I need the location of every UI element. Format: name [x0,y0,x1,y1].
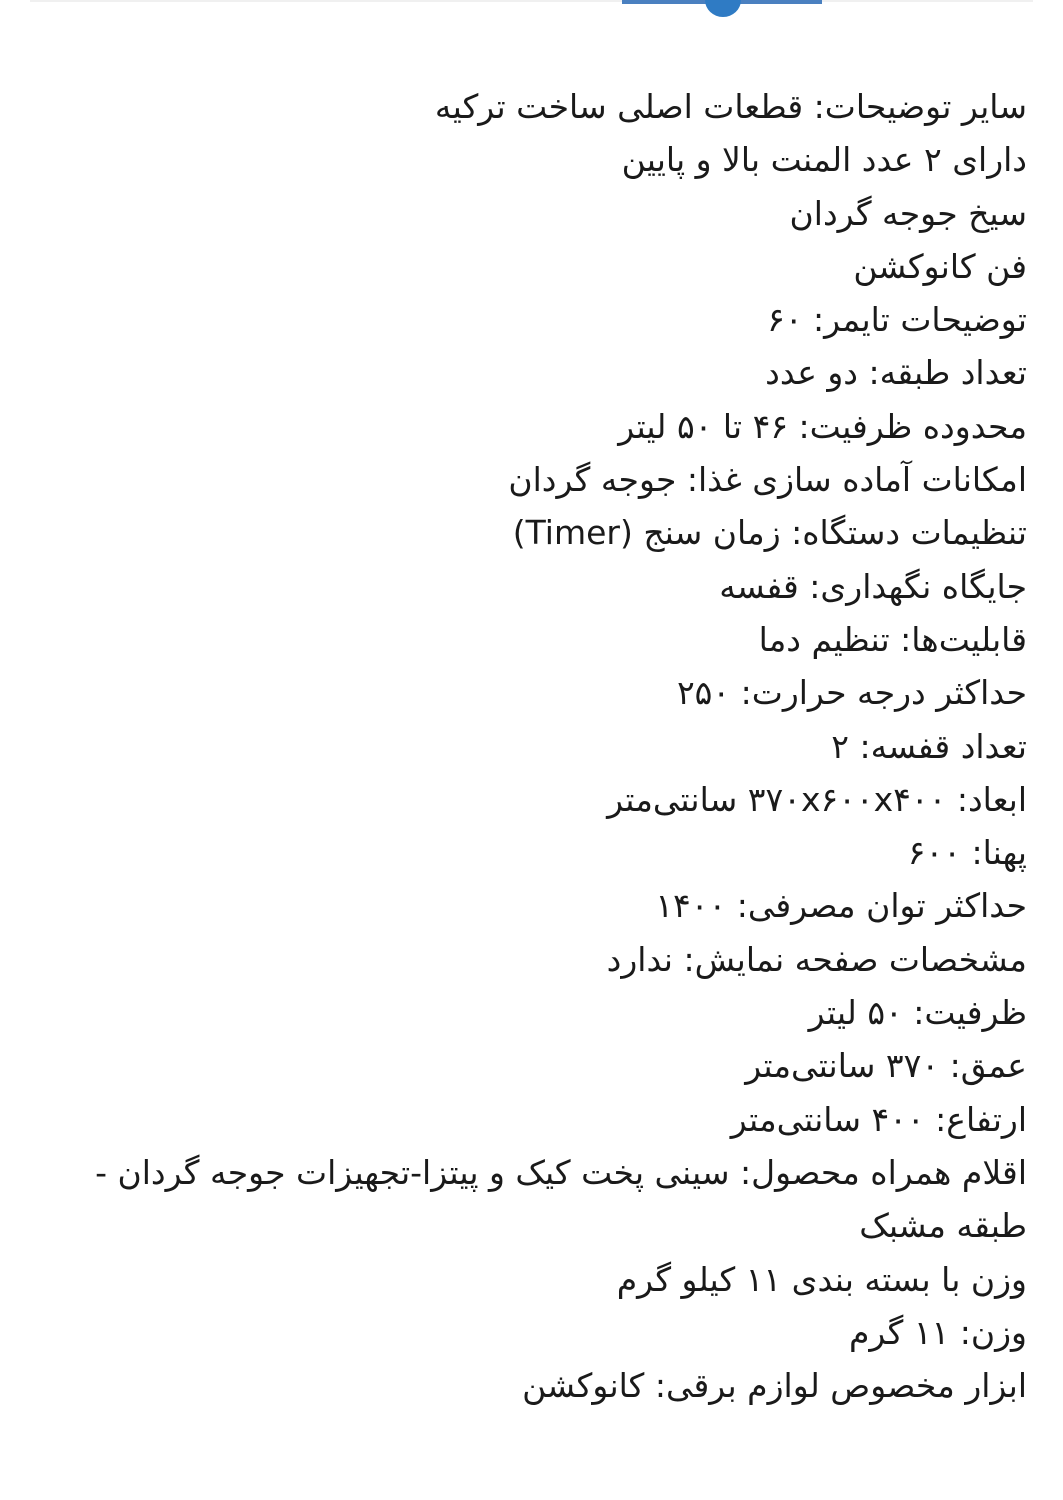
top-edge-divider [30,0,1033,2]
slider-handle[interactable] [705,0,741,17]
spec-device-settings: تنظیمات دستگاه: زمان سنج (Timer) [512,513,1027,553]
spec-max-power: حداکثر توان مصرفی: ۱۴۰۰ [655,886,1027,926]
spec-capacity-range: محدوده ظرفیت: ۴۶ تا ۵۰ لیتر [618,406,1027,446]
spec-dimensions: ابعاد: ۳۷۰x۶۰۰x۴۰۰ سانتی‌متر [607,779,1027,819]
spec-height: ارتفاع: ۴۰۰ سانتی‌متر [730,1099,1027,1139]
spec-shelf-count: تعداد قفسه: ۲ [831,726,1027,766]
spec-weight: وزن: ۱۱ گرم [848,1312,1027,1352]
spec-depth: عمق: ۳۷۰ سانتی‌متر [745,1046,1027,1086]
spec-cooking-features: امکانات آماده سازی غذا: جوجه گردان [508,460,1027,500]
spec-package-weight: وزن با بسته بندی ۱۱ کیلو گرم [616,1259,1027,1299]
spec-elements: دارای ۲ عدد المنت بالا و پایین [621,140,1027,180]
spec-timer: توضیحات تایمر: ۶۰ [767,300,1027,340]
spec-capacity: ظرفیت: ۵۰ لیتر [808,993,1027,1033]
product-specifications [27,80,1027,1412]
spec-other-notes: سایر توضیحات: قطعات اصلی ساخت ترکیه [434,87,1027,126]
spec-convection-fan: فن کانوکشن [853,246,1027,286]
spec-included-items: اقلام همراه محصول: سینی پخت کیک و پیتزا-تجهیزات جوجه گردان - طبقه مشبک [95,1152,1027,1246]
spec-max-temperature: حداکثر درجه حرارت: ۲۵۰ [676,673,1027,713]
spec-storage-location: جایگاه نگهداری: قفسه [719,566,1027,606]
spec-appliance-tool: ابزار مخصوص لوازم برقی: کانوکشن [522,1366,1027,1406]
spec-rack-count: تعداد طبقه: دو عدد [765,353,1027,393]
spec-rotisserie: سیخ جوجه گردان [789,193,1027,233]
spec-capabilities: قابلیت‌ها: تنظیم دما [758,619,1027,659]
spec-display: مشخصات صفحه نمایش: ندارد [606,939,1027,979]
spec-width: پهنا: ۶۰۰ [907,833,1027,873]
